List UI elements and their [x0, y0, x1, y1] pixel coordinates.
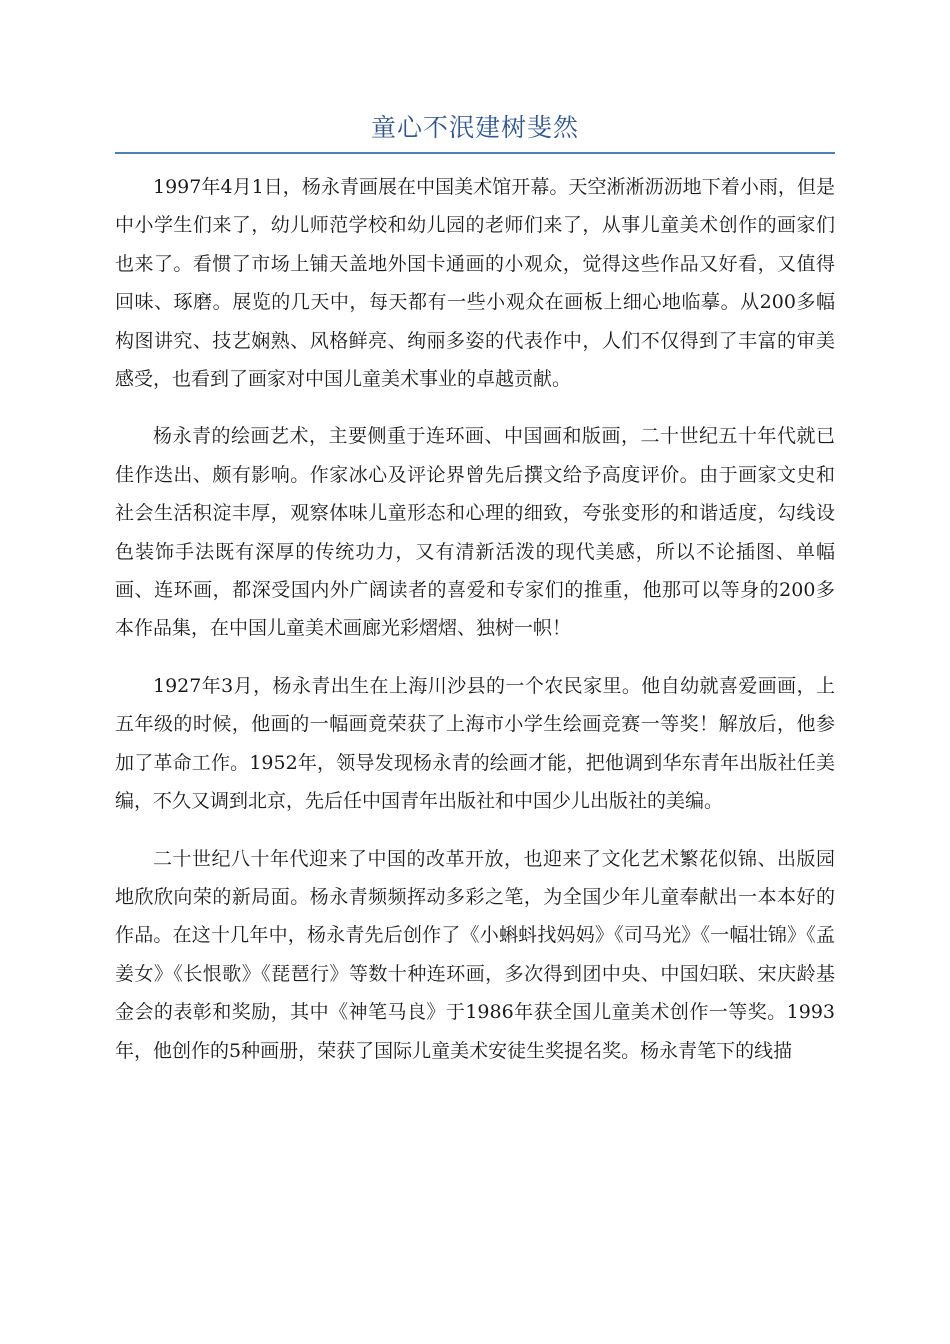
- paragraph-2: 杨永青的绘画艺术，主要侧重于连环画、中国画和版画，二十世纪五十年代就已佳作迭出、颇有影响。作家冰心及评论界曾先后撰文给予高度评价。由于画家文史和社会生活积淀丰厚，观察体味儿童形态和心理的细致，夸张变形的和谐适度，勾线设色装饰手法既有深厚的传统功力，又有清新活泼的现代美感，所以不论插图、单幅画、连环画，都深受国内外广阔读者的喜爱和专家们的推重，他那可以等身的200多本作品集，在中国儿童美术画廊光彩熠熠、独树一帜！: [115, 425, 835, 640]
- title-underline: [115, 152, 835, 154]
- paragraph-1: 1997年4月1日，杨永青画展在中国美术馆开幕。天空淅淅沥沥地下着小雨，但是中小学生们来了，幼儿师范学校和幼儿园的老师们来了，从事儿童美术创作的画家们也来了。看惯了市场上铺天盖地外国卡通画的小观众，觉得这些作品又好看，又值得回味、琢磨。展览的几天中，每天都有一些小观众在画板上细心地临摹。从200多幅构图讲究、技艺娴熟、风格鲜亮、绚丽多姿的代表作中，人们不仅得到了丰富的审美感受，也看到了画家对中国儿童美术事业的卓越贡献。: [115, 176, 835, 391]
- paragraph-3: 1927年3月，杨永青出生在上海川沙县的一个农民家里。他自幼就喜爱画画，上五年级的时候，他画的一幅画竟荣获了上海市小学生绘画竞赛一等奖！解放后，他参加了革命工作。1952年，领导发现杨永青的绘画才能，把他调到华东青年出版社任美编，不久又调到北京，先后任中国青年出版社和中国少儿出版社的美编。: [115, 674, 835, 813]
- document-page: [115, 108, 835, 1089]
- paragraph-4: 二十世纪八十年代迎来了中国的改革开放，也迎来了文化艺术繁花似锦、出版园地欣欣向荣的新局面。杨永青频频挥动多彩之笔，为全国少年儿童奉献出一本本好的作品。在这十几年中，杨永青先后创作了《小蝌蚪找妈妈》《司马光》《一幅壮锦》《孟姜女》《长恨歌》《琵琶行》等数十种连环画，多次得到团中央、中国妇联、宋庆龄基金会的表彰和奖励，其中《神笔马良》于1986年获全国儿童美术创作一等奖。1993年，他创作的5种画册，荣获了国际儿童美术安徒生奖提名奖。杨永青笔下的线描: [115, 847, 835, 1062]
- document-title: 童心不泯建树斐然: [370, 113, 579, 142]
